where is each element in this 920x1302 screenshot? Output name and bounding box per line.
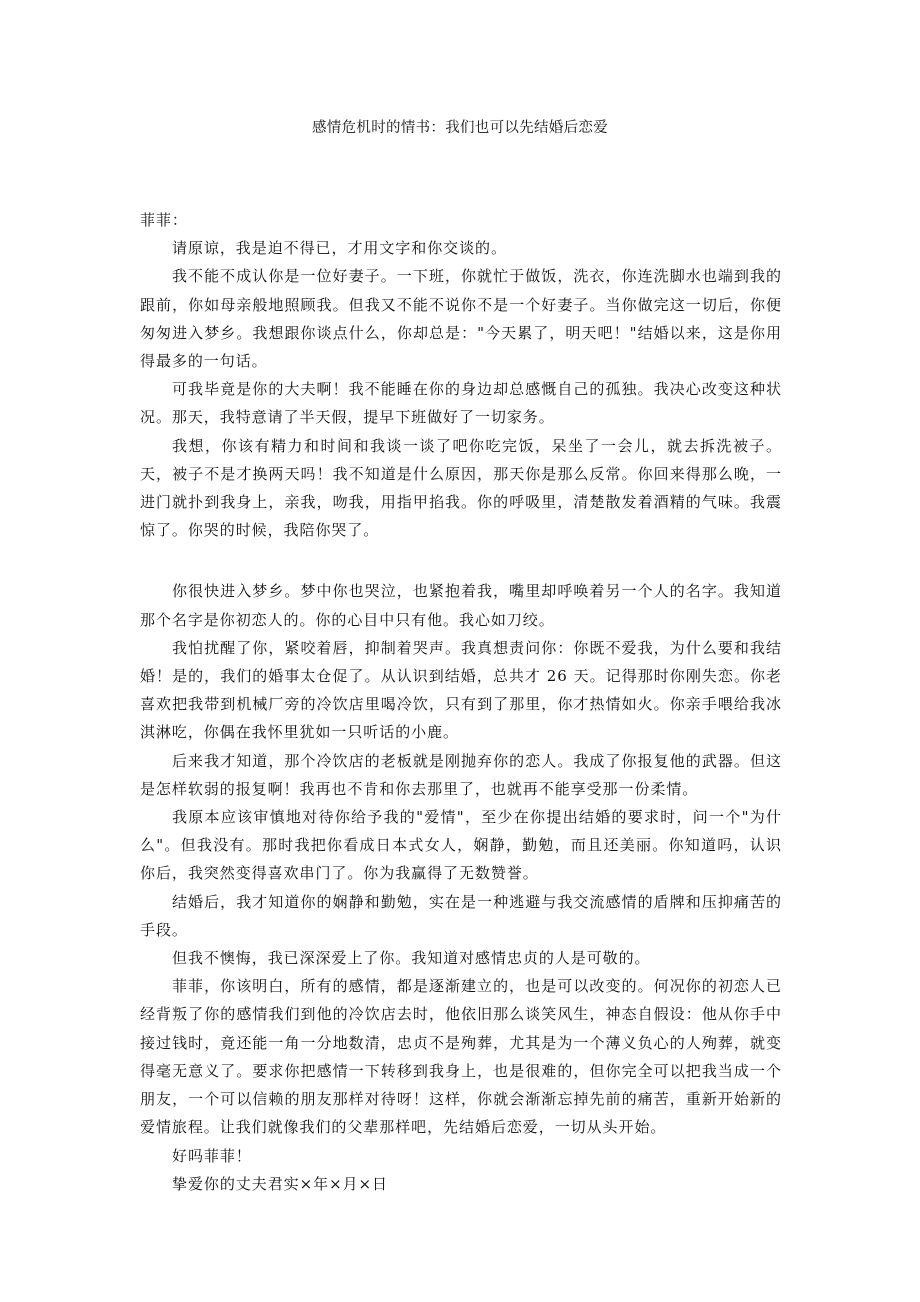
paragraph: 我不能不成认你是一位好妻子。一下班，你就忙于做饭，洗衣，你连洗脚水也端到我的跟前，你如母亲般地照顾我。但我又不能不说你不是一个好妻子。当你做完这一切后，你便匆匆进入梦乡。我想跟你谈点什么，你却总是："今天累了，明天吧！"结婚以来，这是你用得最多的一句话。 bbox=[140, 267, 782, 371]
paragraph: 可我毕竟是你的大夫啊！我不能睡在你的身边却总感慨自己的孤独。我决心改变这种状况。那天，我特意请了半天假，提早下班做好了一切家务。 bbox=[140, 380, 782, 427]
paragraph: 我原本应该审慎地对待你给予我的"爱情"，至少在你提出结婚的要求时，问一个"为什么"。但我没有。那时我把你看成日本式女人，娴静，勤勉，而且还美丽。你知道吗，认识你后，我突然变得喜欢串门了。你为我赢得了无数赞誉。 bbox=[140, 808, 782, 883]
paragraph: 后来我才知道，那个冷饮店的老板就是刚抛弃你的恋人。我成了你报复他的武器。但这是怎样软弱的报复啊！我再也不肯和你去那里了，也就再不能享受那一份柔情。 bbox=[140, 751, 782, 798]
blank-line bbox=[140, 544, 782, 577]
paragraph: 菲菲，你该明白，所有的感情，都是逐渐建立的，也是可以改变的。何况你的初恋人已经背叛了你的感情我们到他的冷饮店去时，他依旧那么谈笑风生，神态自假设：他从你手中接过钱时，竟还能一角一分地数清，忠贞不是殉葬，尤其是为一个薄义负心的人殉葬，就变得毫无意义了。要求你把感情一下转移到我身上，也是很难的，但你完全可以把我当成一个朋友，一个可以信赖的朋友那样对待呀！这样，你就会渐渐忘掉先前的痛苦，重新开始新的爱情旅程。让我们就像我们的父辈那样吧，先结婚后恋爱，一切从头开始。 bbox=[140, 977, 782, 1137]
paragraph: 你很快进入梦乡。梦中你也哭泣，也紧抱着我，嘴里却呼唤着另一个人的名字。我知道那个名字是你初恋人的。你的心目中只有他。我心如刀绞。 bbox=[140, 582, 782, 629]
paragraph: 我怕扰醒了你，紧咬着唇，抑制着哭声。我真想责问你：你既不爱我，为什么要和我结婚！是的，我们的婚事太仓促了。从认识到结婚，总共才 26 天。记得那时你刚失恋。你老喜欢把我带到机械厂旁的冷饮店里喝冷饮，只有到了那里，你才热情如火。你亲手喂给我冰淇淋吃，你偶在我怀里犹如一只听话的小鹿。 bbox=[140, 638, 782, 742]
closing-line: 好吗菲菲！ bbox=[172, 1146, 252, 1165]
document-title: 感情危机时的情书：我们也可以先结婚后恋爱 bbox=[312, 120, 608, 136]
paragraph: 结婚后，我才知道你的娴静和勤勉，实在是一种逃避与我交流感情的盾牌和压抑痛苦的手段。 bbox=[140, 892, 782, 939]
paragraph: 请原谅，我是迫不得已，才用文字和你交谈的。 bbox=[172, 239, 507, 258]
salutation: 菲菲： bbox=[140, 211, 188, 229]
signature-line: 挚爱你的丈夫君实×年×月×日 bbox=[172, 1174, 389, 1193]
paragraph: 我想，你该有精力和时间和我谈一谈了吧你吃完饭，呆坐了一会儿，就去拆洗被子。天，被子不是才换两天吗！我不知道是什么原因，那天你是那么反常。你回来得那么晚，一进门就扑到我身上，亲我，吻我，用指甲掐我。你的呼吸里，清楚散发着酒精的气味。我震惊了。你哭的时候，我陪你哭了。 bbox=[140, 436, 782, 540]
paragraph: 但我不懊悔，我已深深爱上了你。我知道对感情忠贞的人是可敬的。 bbox=[172, 949, 651, 968]
letter-body bbox=[140, 206, 782, 1198]
